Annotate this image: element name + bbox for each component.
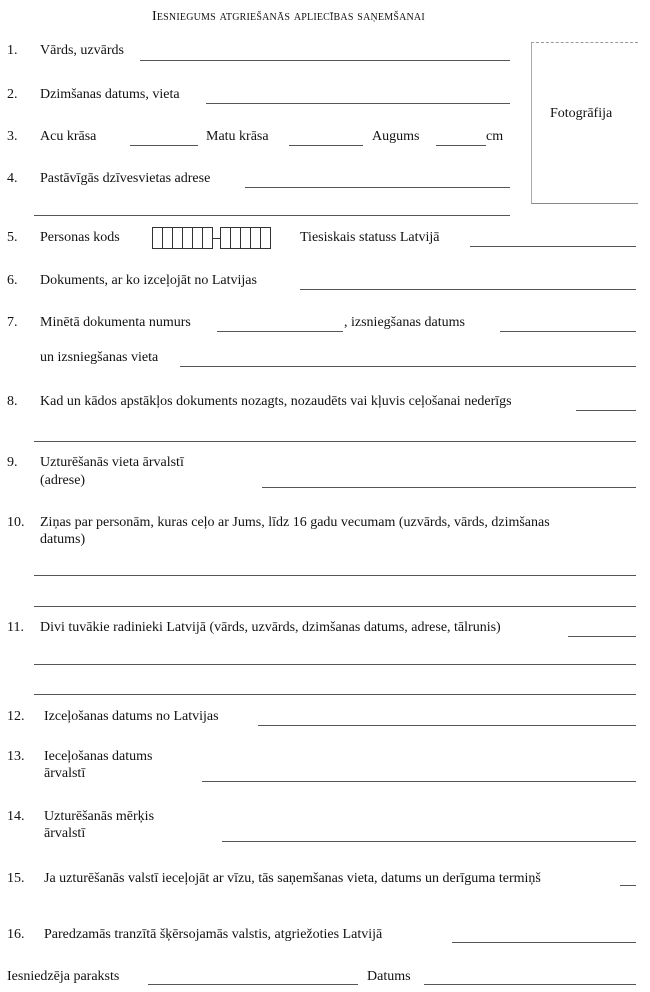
hair-color-label: Matu krāsa (206, 129, 269, 144)
foreign-residence-sublabel: (adrese) (40, 473, 86, 488)
item-number-8: 8. (7, 394, 18, 409)
date-field[interactable] (424, 984, 636, 985)
companions-label-cont: datums) (40, 532, 86, 547)
form-title: Iesniegums atgriešanās apliecības saņemšanai (152, 9, 425, 24)
document-number-field[interactable] (217, 331, 343, 332)
item-number-15: 15. (7, 871, 25, 886)
signature-field[interactable] (148, 984, 358, 985)
birth-field[interactable] (206, 103, 510, 104)
item-number-2: 2. (7, 87, 18, 102)
issue-date-field[interactable] (500, 331, 636, 332)
item-number-14: 14. (7, 809, 25, 824)
item-number-11: 11. (7, 620, 24, 635)
transit-countries-label: Paredzamās tranzītā šķērsojamās valstis, atgriežoties Latvijā (44, 927, 383, 942)
date-label: Datums (367, 969, 411, 984)
item-number-7: 7. (7, 315, 18, 330)
entry-date-field[interactable] (202, 781, 636, 782)
foreign-residence-field[interactable] (262, 487, 636, 488)
companions-field-2[interactable] (34, 606, 636, 607)
item-number-6: 6. (7, 273, 18, 288)
companions-label: Ziņas par personām, kuras ceļo ar Jums, līdz 16 gadu vecumam (uzvārds, vārds, dzimšanas (40, 515, 550, 530)
item-number-9: 9. (7, 455, 18, 470)
name-field[interactable] (140, 60, 510, 61)
item-number-3: 3. (7, 129, 18, 144)
exit-date-field[interactable] (258, 725, 636, 726)
signature-label: Iesniedzēja paraksts (7, 969, 120, 984)
entry-date-sublabel: ārvalstī (44, 766, 86, 781)
height-unit: cm (486, 129, 504, 144)
stay-purpose-sublabel: ārvalstī (44, 826, 86, 841)
companions-field[interactable] (34, 575, 636, 576)
address-label: Pastāvīgās dzīvesvietas adrese (40, 171, 211, 186)
height-field[interactable] (436, 145, 486, 146)
relatives-field-2[interactable] (34, 664, 636, 665)
height-label: Augums (372, 129, 420, 144)
personal-code-part-1[interactable] (152, 227, 213, 249)
stay-purpose-field[interactable] (222, 841, 636, 842)
exit-document-field[interactable] (300, 289, 636, 290)
relatives-field-3[interactable] (34, 694, 636, 695)
issue-place-field[interactable] (180, 366, 636, 367)
personal-code-part-2[interactable] (220, 227, 271, 249)
personal-code-dash (213, 238, 220, 239)
item-number-10: 10. (7, 515, 25, 530)
eye-color-field[interactable] (130, 145, 198, 146)
document-number-label: Minētā dokumenta numurs (40, 315, 191, 330)
legal-status-field[interactable] (470, 246, 636, 247)
address-field-2[interactable] (34, 215, 510, 216)
stay-purpose-label: Uzturēšanās mērķis (44, 809, 155, 824)
visa-info-label: Ja uzturēšanās valstī ieceļojāt ar vīzu, tās saņemšanas vieta, datums un derīguma termiņš (44, 871, 541, 886)
loss-circumstances-field[interactable] (576, 410, 636, 411)
relatives-field[interactable] (568, 636, 636, 637)
item-number-4: 4. (7, 171, 18, 186)
entry-date-label: Ieceļošanas datums (44, 749, 153, 764)
loss-circumstances-label: Kad un kādos apstākļos dokuments nozagts, nozaudēts vai kļuvis ceļošanai nederīgs (40, 394, 512, 409)
address-field[interactable] (245, 187, 510, 188)
issue-date-label: , izsniegšanas datums (344, 315, 465, 330)
transit-countries-field[interactable] (452, 942, 636, 943)
hair-color-field[interactable] (289, 145, 363, 146)
item-number-12: 12. (7, 709, 25, 724)
relatives-label: Divi tuvākie radinieki Latvijā (vārds, uzvārds, dzimšanas datums, adrese, tālrunis) (40, 620, 501, 635)
item-number-5: 5. (7, 230, 18, 245)
item-number-1: 1. (7, 43, 18, 58)
photo-label: Fotogrāfija (550, 106, 613, 121)
item-number-13: 13. (7, 749, 25, 764)
photo-box (531, 42, 638, 204)
personal-code-boxes[interactable] (152, 227, 271, 249)
issue-place-label: un izsniegšanas vieta (40, 350, 159, 365)
name-label: Vārds, uzvārds (40, 43, 124, 58)
legal-status-label: Tiesiskais statuss Latvijā (300, 230, 440, 245)
loss-circumstances-field-2[interactable] (34, 441, 636, 442)
personal-code-label: Personas kods (40, 230, 120, 245)
exit-document-label: Dokuments, ar ko izceļojāt no Latvijas (40, 273, 257, 288)
exit-date-label: Izceļošanas datums no Latvijas (44, 709, 219, 724)
birth-label: Dzimšanas datums, vieta (40, 87, 180, 102)
foreign-residence-label: Uzturēšanās vieta ārvalstī (40, 455, 184, 470)
visa-info-field[interactable] (620, 885, 636, 886)
item-number-16: 16. (7, 927, 25, 942)
eye-color-label: Acu krāsa (40, 129, 97, 144)
